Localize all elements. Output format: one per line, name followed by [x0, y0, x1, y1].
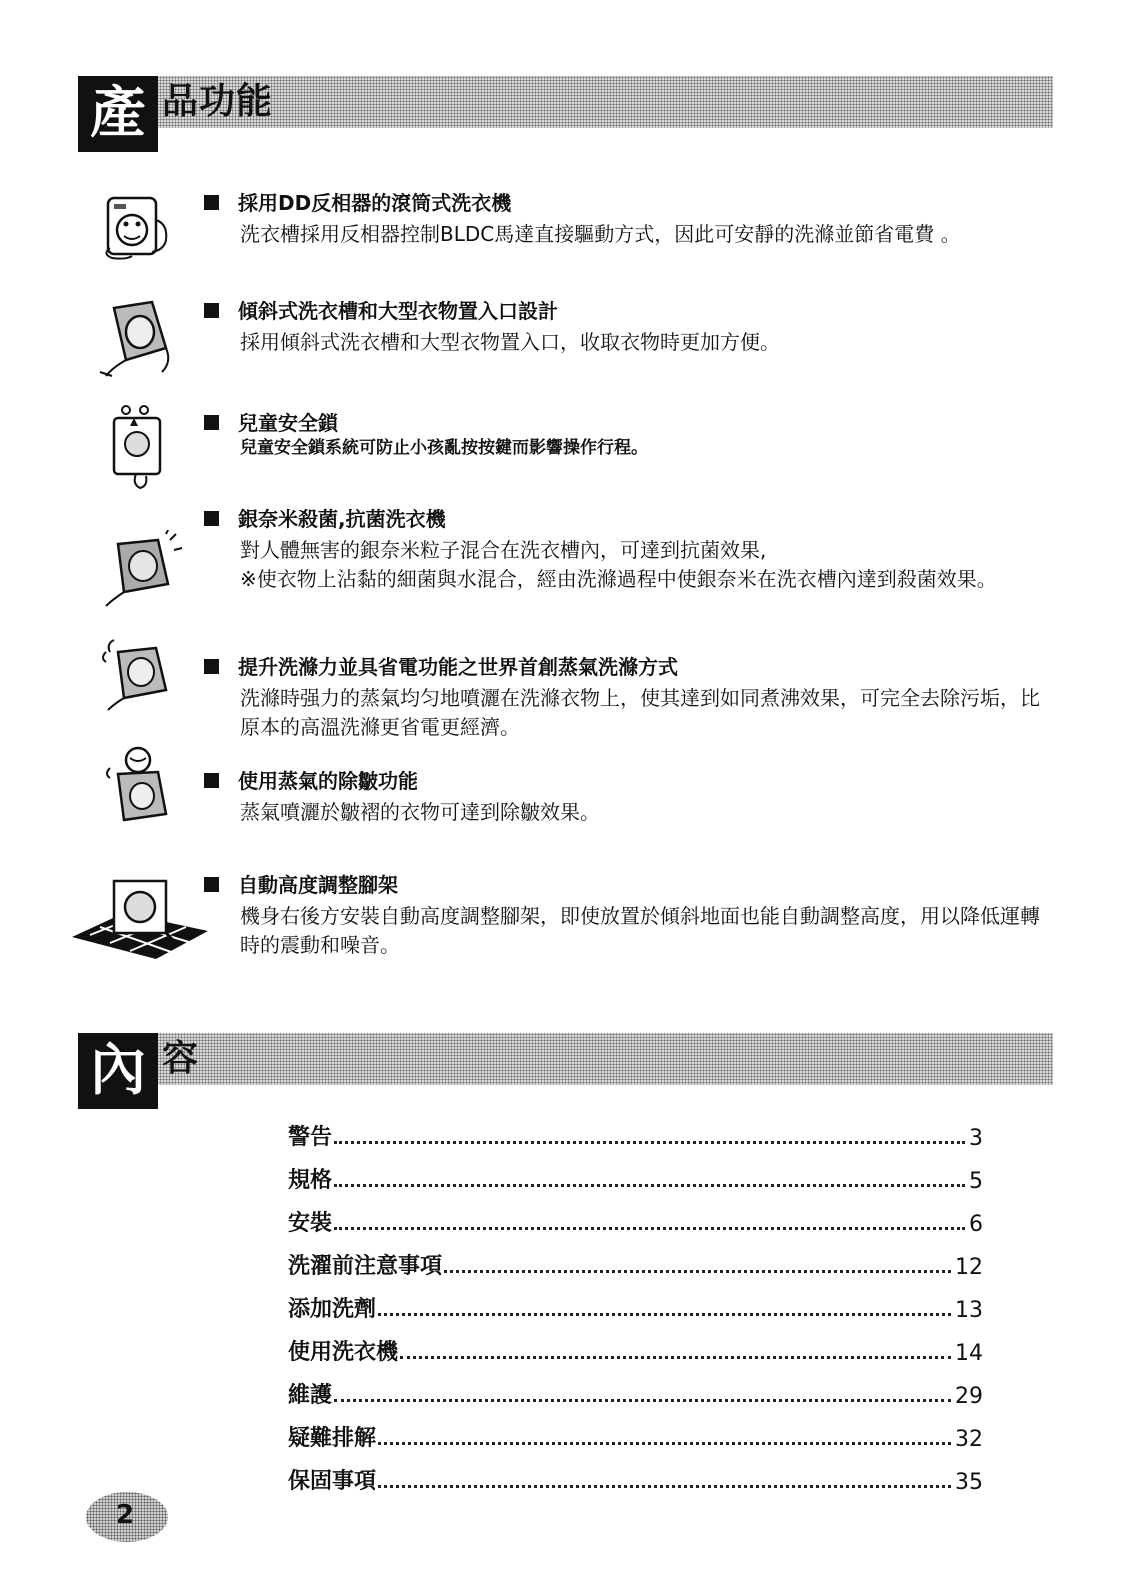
toc-leader-dots — [444, 1270, 951, 1273]
feature-description: 蒸氣噴灑於皺褶的衣物可達到除皺效果。 — [240, 800, 600, 824]
silver-nano-icon — [96, 530, 186, 614]
feature-title: 兒童安全鎖 — [238, 411, 338, 435]
steam-wash-icon — [96, 638, 186, 722]
toc-label: 洗濯前注意事項 — [288, 1254, 443, 1279]
header-initial-box: 產 — [78, 76, 158, 152]
steam-wrinkle-icon — [96, 740, 186, 832]
features-header — [78, 76, 1053, 152]
toc-leader-dots — [378, 1313, 951, 1316]
feature-description: 採用傾斜式洗衣槽和大型衣物置入口，收取衣物時更加方便。 — [240, 330, 780, 354]
bullet-square — [204, 511, 219, 526]
toc-page-number: 35 — [955, 1470, 983, 1495]
toc-page-number: 14 — [955, 1341, 983, 1366]
bullet-square — [204, 415, 219, 430]
feature-description: 洗衣槽採用反相器控制BLDC馬達直接驅動方式，因此可安靜的洗滌並節省電費 。 — [240, 222, 961, 246]
toc-label: 疑難排解 — [288, 1426, 377, 1451]
toc-label: 保固事項 — [288, 1469, 377, 1494]
toc-leader-dots — [334, 1227, 965, 1230]
toc-entry-maintenance[interactable] — [288, 1366, 983, 1409]
toc-page-number: 12 — [955, 1255, 983, 1280]
toc-entry-warranty[interactable] — [288, 1452, 983, 1495]
toc-page-number: 13 — [955, 1298, 983, 1323]
feature-description: 兒童安全鎖系統可防止小孩亂按按鍵而影響操作行程。 — [240, 438, 648, 458]
feature-description: 洗滌時强力的蒸氣均匀地噴灑在洗滌衣物上，使其達到如同煮沸效果，可完全去除污垢，比原本的高溫洗滌更省電更經濟。 — [240, 686, 1040, 739]
toc-entry-usage[interactable] — [288, 1323, 983, 1366]
toc-entry-installation[interactable] — [288, 1194, 983, 1237]
feature-description: 機身右後方安裝自動高度調整腳架，即使放置於傾斜地面也能自動調整高度，用以降低運轉時的震動和噪音。 — [240, 904, 1040, 957]
toc-page-number: 32 — [955, 1427, 983, 1452]
toc-label: 使用洗衣機 — [288, 1340, 399, 1365]
feature-title: 銀奈米殺菌,抗菌洗衣機 — [238, 507, 446, 531]
toc-entry-precautions[interactable] — [288, 1237, 983, 1280]
toc-entry-detergent[interactable] — [288, 1280, 983, 1323]
table-of-contents — [288, 1108, 983, 1495]
toc-label: 添加洗劑 — [288, 1297, 377, 1322]
page-number: 2 — [116, 1500, 135, 1530]
toc-page-number: 3 — [969, 1126, 983, 1151]
feature-title: 傾斜式洗衣槽和大型衣物置入口設計 — [238, 299, 558, 323]
feature-description: 對人體無害的銀奈米粒子混合在洗衣槽內，可達到抗菌效果, ※使衣物上沾黏的細菌與水混合，經由洗滌過程中使銀奈米在洗衣槽內達到殺菌效果。 — [240, 538, 997, 591]
feature-title: 使用蒸氣的除皺功能 — [238, 769, 418, 793]
toc-entry-warning[interactable] — [288, 1108, 983, 1151]
bullet-square — [204, 659, 219, 674]
header-title-rest: 品功能 — [162, 81, 274, 122]
toc-entry-specs[interactable] — [288, 1151, 983, 1194]
toc-page-number: 6 — [969, 1212, 983, 1237]
contents-header — [78, 1033, 1053, 1109]
feature-title: 自動高度調整腳架 — [238, 873, 398, 897]
toc-leader-dots — [378, 1442, 951, 1445]
toc-leader-dots — [334, 1184, 965, 1187]
child-lock-icon — [96, 400, 186, 492]
toc-leader-dots — [400, 1356, 951, 1359]
toc-leader-dots — [378, 1485, 951, 1488]
bullet-square — [204, 195, 219, 210]
tilted-drum-icon — [96, 298, 186, 382]
auto-leveling-legs-icon — [70, 872, 210, 964]
bullet-square — [204, 303, 219, 318]
toc-label: 警告 — [288, 1125, 333, 1150]
feature-title: 採用DD反相器的滾筒式洗衣機 — [238, 191, 512, 215]
header-initial-box: 內 — [78, 1033, 158, 1109]
bullet-square — [204, 773, 219, 788]
washing-machine-face-icon — [96, 190, 186, 274]
toc-entry-troubleshooting[interactable] — [288, 1409, 983, 1452]
toc-page-number: 5 — [969, 1169, 983, 1194]
toc-label: 規格 — [288, 1168, 333, 1193]
toc-page-number: 29 — [955, 1384, 983, 1409]
feature-title: 提升洗滌力並具省電功能之世界首創蒸氣洗滌方式 — [238, 655, 678, 679]
toc-label: 維護 — [288, 1383, 333, 1408]
bullet-square — [204, 877, 219, 892]
header-dotted-band — [78, 1033, 1053, 1085]
toc-leader-dots — [334, 1399, 951, 1402]
header-title-rest: 容 — [162, 1038, 200, 1079]
toc-label: 安裝 — [288, 1211, 333, 1236]
toc-leader-dots — [334, 1141, 965, 1144]
